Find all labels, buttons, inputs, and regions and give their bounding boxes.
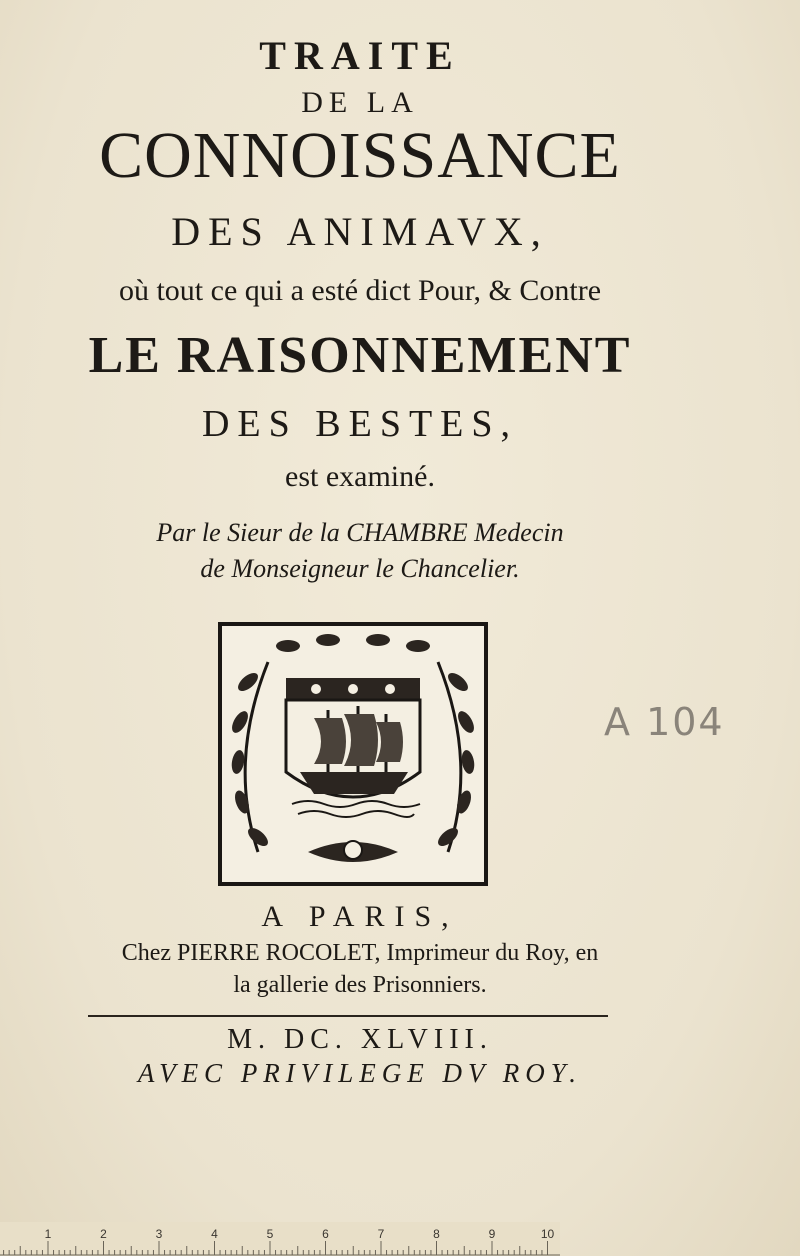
author-line-1: Par le Sieur de la CHAMBRE Medecin <box>156 518 564 547</box>
horizontal-rule <box>88 1015 608 1017</box>
measurement-ruler <box>0 1222 560 1256</box>
title-line-connoissance: CONNOISSANCE <box>99 119 621 192</box>
author-line-2: de Monseigneur le Chancelier. <box>200 554 520 583</box>
title-line-examine: est examiné. <box>285 460 435 493</box>
title-line-bestes: DES BESTES, <box>201 403 519 445</box>
ruler-label: 9 <box>488 1227 496 1241</box>
imprint-privilege: AVEC PRIVILEGE DV ROY. <box>137 1058 583 1088</box>
imprint-place: A PARIS, <box>261 900 459 933</box>
ruler-label: 4 <box>211 1227 218 1241</box>
ship-emblem-woodcut <box>218 622 488 886</box>
ruler-label: 6 <box>322 1227 329 1241</box>
ruler-label: 1 <box>44 1227 52 1241</box>
ruler-label: 3 <box>155 1227 163 1241</box>
title-line-pour-contre: où tout ce qui a esté dict Pour, & Contre <box>118 274 602 307</box>
ruler-label: 5 <box>266 1227 274 1241</box>
ruler-label: 7 <box>377 1227 385 1241</box>
title-line-de-la: DE LA <box>301 86 419 119</box>
imprint-printer-line-2: la gallerie des Prisonniers. <box>233 972 487 998</box>
title-line-animaux: DES ANIMAVX, <box>171 209 549 254</box>
imprint-printer-line-1: Chez PIERRE ROCOLET, Imprimeur du Roy, en <box>121 940 599 966</box>
title-line-traite: TRAITE <box>259 33 461 78</box>
title-line-raisonnement: LE RAISONNEMENT <box>88 327 632 384</box>
ruler-label: 2 <box>100 1227 107 1241</box>
handwritten-shelfmark: A 104 <box>604 700 725 744</box>
imprint-year: M. DC. XLVIII. <box>227 1024 493 1055</box>
ruler-label: 10 <box>540 1227 555 1241</box>
ruler-label: 8 <box>433 1227 440 1241</box>
